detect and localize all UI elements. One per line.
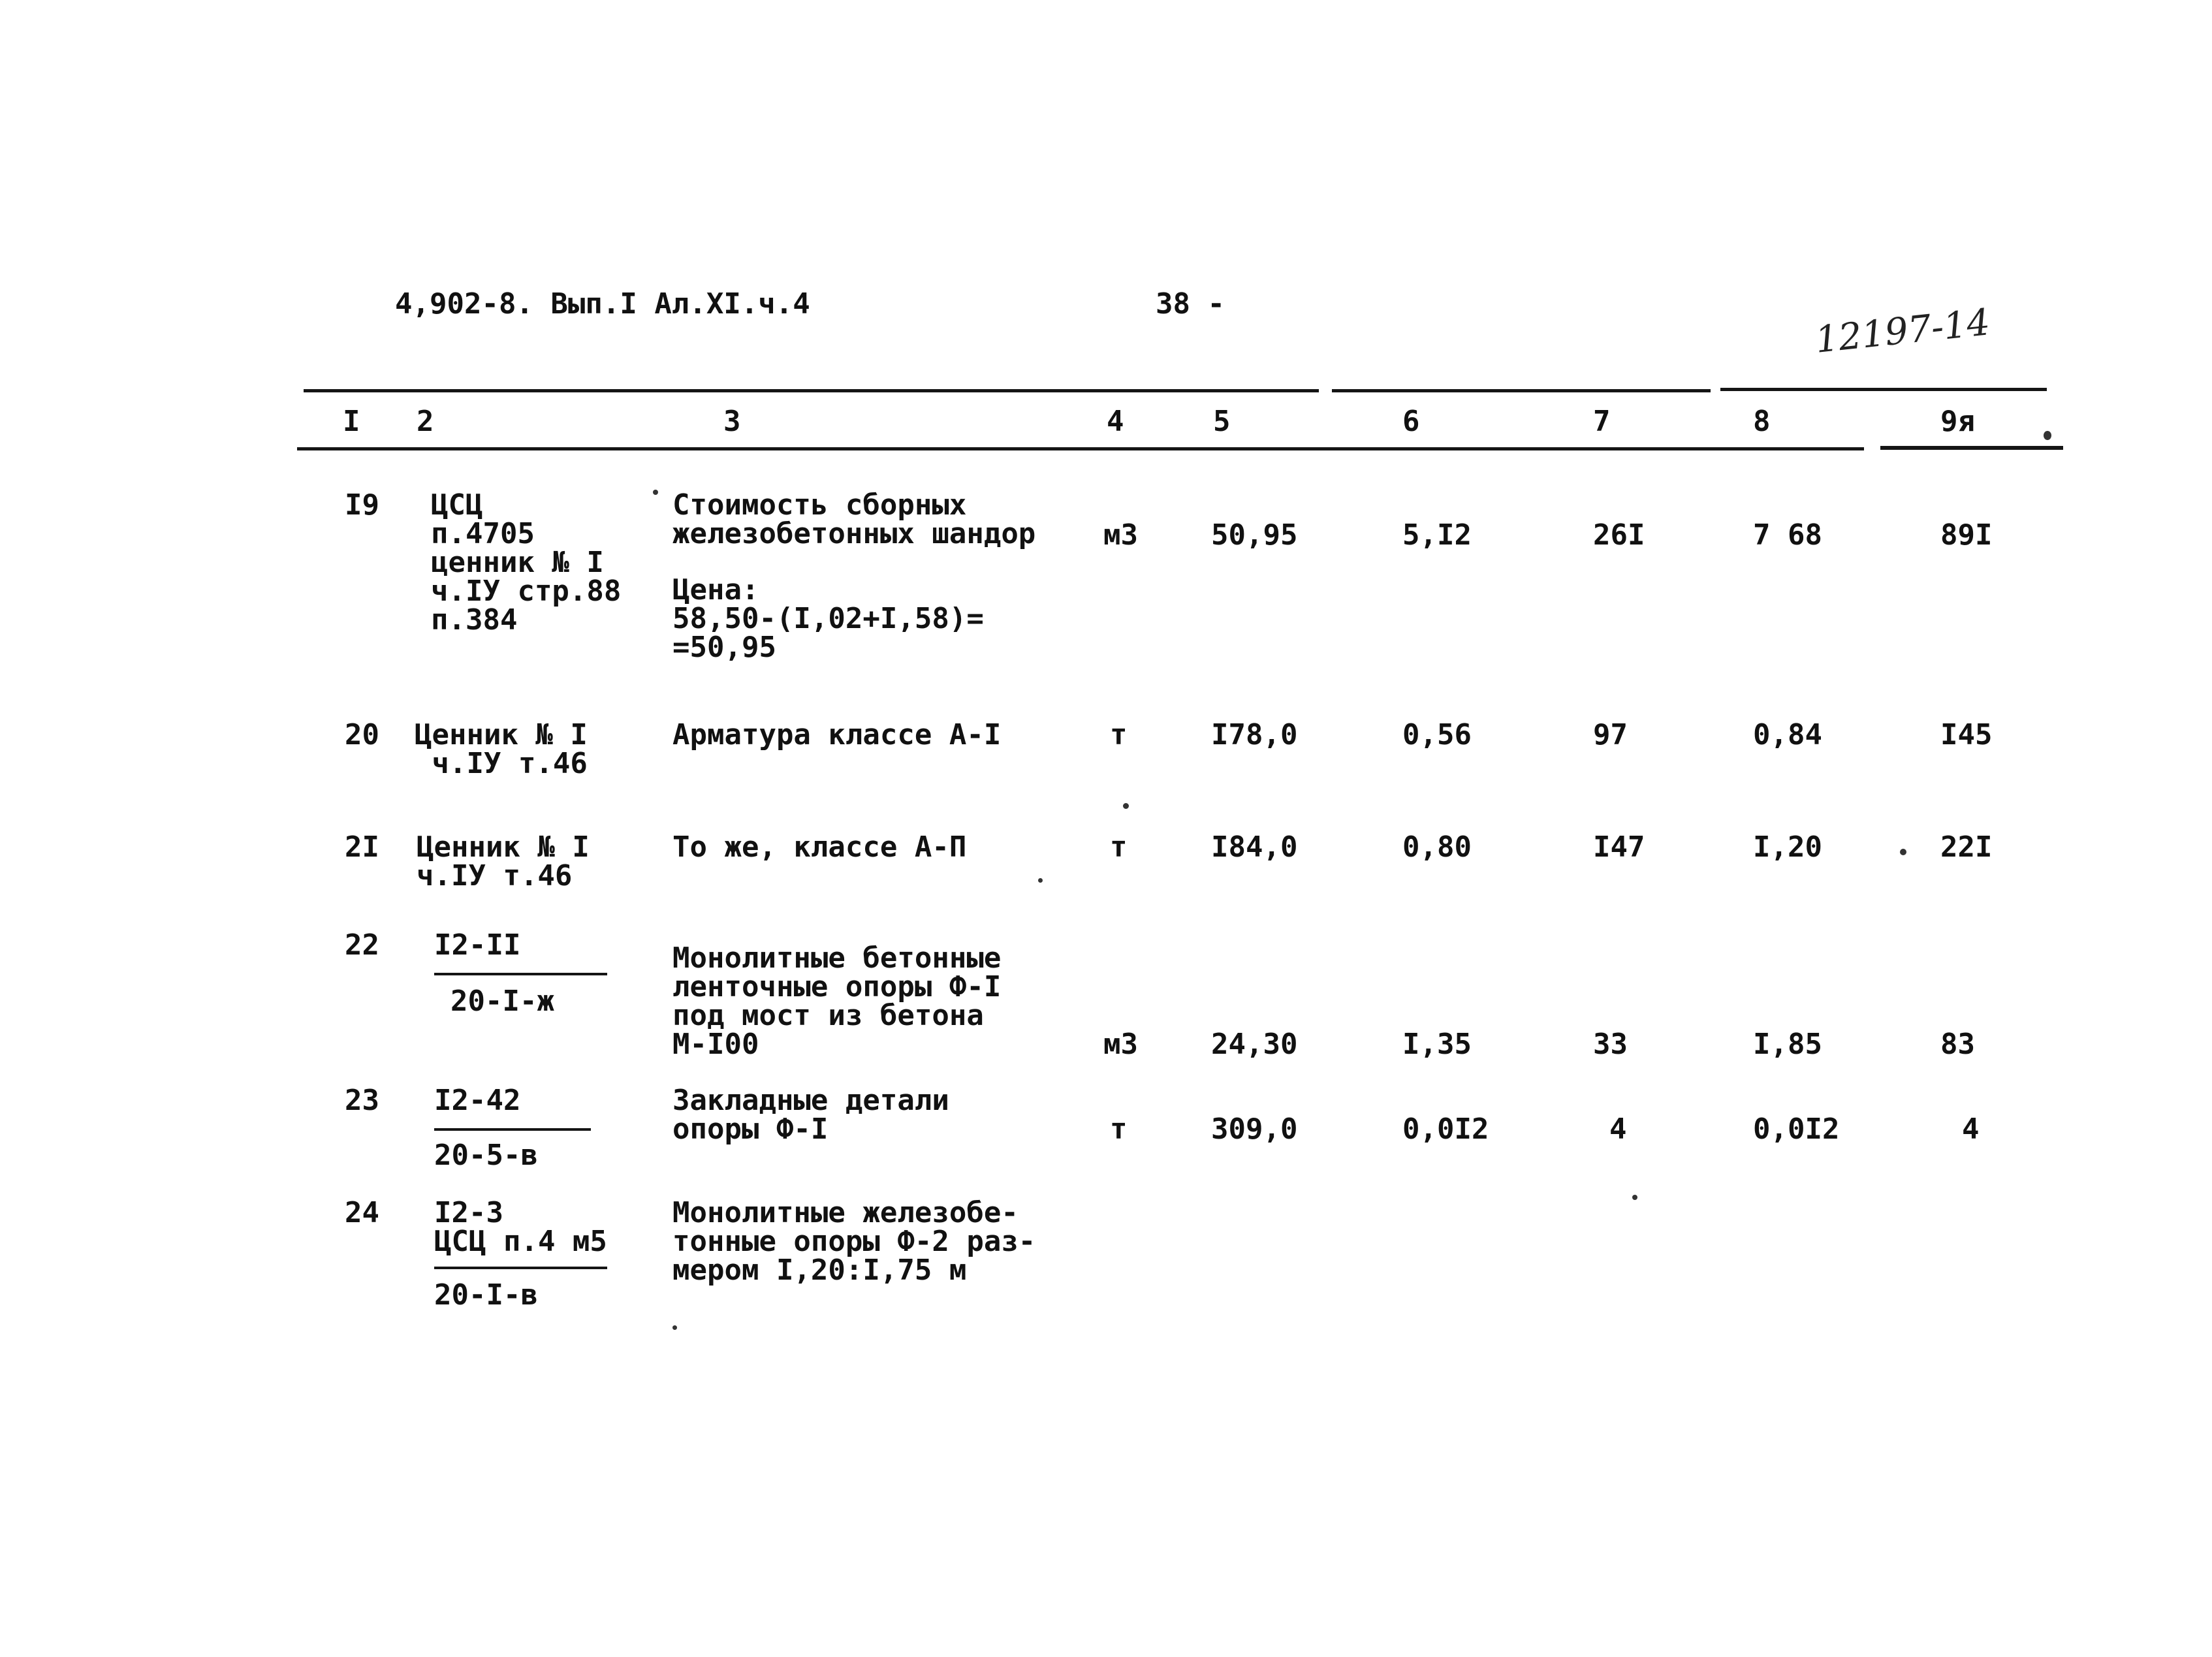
row-col9: 89I: [1940, 518, 1993, 552]
row-code-top: I2-42: [434, 1084, 521, 1117]
row-col7: 33: [1593, 1028, 1628, 1061]
price-calc: 58,50-(I,02+I,58)= =50,95: [672, 602, 984, 664]
scan-speck: [1632, 1195, 1637, 1200]
scan-speck: [672, 1325, 677, 1330]
col-header-3: 3: [723, 405, 741, 438]
row-number: 23: [345, 1084, 379, 1117]
row-col5: 24,30: [1211, 1028, 1298, 1061]
row-col5: I78,0: [1211, 718, 1298, 751]
col-header-5: 5: [1213, 405, 1231, 438]
row-col6: 0,56: [1402, 718, 1472, 751]
row-col6: 5,I2: [1402, 518, 1472, 552]
price-label: Цена:: [672, 573, 759, 607]
top-rule-c: [1720, 388, 2047, 391]
scan-speck: [653, 490, 658, 495]
top-rule-b: [1332, 389, 1711, 392]
row-description: То же, классе А-П: [672, 830, 967, 864]
row-col7: I47: [1593, 830, 1645, 864]
row-code-bottom: 20-I-ж: [450, 985, 554, 1018]
row-description: Монолитные бетонные ленточные опоры Ф-I под мост из бетона М-I00: [672, 941, 1002, 1061]
row-code: Ценник № I ч.IУ т.46: [417, 830, 590, 892]
code-fraction-line: [434, 973, 607, 975]
row-description: Монолитные железобе- тонные опоры Ф-2 раз- мером I,20:I,75 м: [672, 1196, 1036, 1287]
row-unit: т: [1110, 830, 1128, 864]
row-number: 24: [345, 1196, 379, 1229]
row-col8: 7 68: [1753, 518, 1822, 552]
col-header-7: 7: [1593, 405, 1611, 438]
page-number: 38 -: [1156, 287, 1225, 321]
scan-speck: [1123, 803, 1129, 809]
row-col9: 4: [1962, 1113, 1980, 1146]
row-col5: 309,0: [1211, 1113, 1298, 1146]
row-code-bottom: 20-I-в: [434, 1278, 538, 1312]
col-header-8: 8: [1753, 405, 1771, 438]
row-code-top: I2-II: [434, 928, 521, 962]
row-code-bottom: 20-5-в: [434, 1139, 538, 1172]
document-reference: 4,902-8. Вып.I Ал.XI.ч.4: [395, 287, 810, 321]
col-header-9: 9я: [1940, 405, 1975, 438]
row-col7: 26I: [1593, 518, 1645, 552]
row-code-top: I2-3 ЦСЦ п.4 м5: [434, 1196, 607, 1258]
row-code: ЦСЦ п.4705 ценник № I ч.IУ стр.88 п.384: [431, 488, 622, 637]
row-col9: 22I: [1940, 830, 1993, 864]
row-number: 20: [345, 718, 379, 751]
row-col7: 97: [1593, 718, 1628, 751]
col-header-1: I: [343, 405, 360, 438]
row-col8: I,20: [1753, 830, 1822, 864]
row-col8: 0,84: [1753, 718, 1822, 751]
handwritten-number: 12197-14: [1813, 301, 1992, 362]
scan-speck: [1038, 878, 1043, 883]
row-number: 22: [345, 928, 379, 962]
row-col9: I45: [1940, 718, 1993, 751]
row-description: Арматура классе А-I: [672, 718, 1002, 751]
header-rule-a: [297, 447, 1864, 450]
top-rule-a: [304, 389, 1319, 392]
row-unit: т: [1110, 1113, 1128, 1146]
header-rule-b: [1880, 446, 2063, 450]
row-description: Стоимость сборных железобетонных шандор: [672, 488, 1036, 550]
col-header-2: 2: [417, 405, 434, 438]
code-fraction-line: [434, 1267, 607, 1269]
row-description: Закладные детали опоры Ф-I: [672, 1084, 949, 1146]
row-col6: 0,80: [1402, 830, 1472, 864]
row-col6: I,35: [1402, 1028, 1472, 1061]
row-unit: м3: [1103, 518, 1138, 552]
row-col5: 50,95: [1211, 518, 1298, 552]
row-col7: 4: [1609, 1113, 1627, 1146]
row-number: I9: [345, 488, 379, 522]
row-col8: I,85: [1753, 1028, 1822, 1061]
row-col5: I84,0: [1211, 830, 1298, 864]
code-fraction-line: [434, 1128, 591, 1131]
row-unit: м3: [1103, 1028, 1138, 1061]
row-code: Ценник № I ч.IУ т.46: [415, 718, 588, 780]
row-col8: 0,0I2: [1753, 1113, 1840, 1146]
row-unit: т: [1110, 718, 1128, 751]
row-col6: 0,0I2: [1402, 1113, 1489, 1146]
row-col9: 83: [1940, 1028, 1975, 1061]
col-header-6: 6: [1402, 405, 1420, 438]
scan-speck: [1900, 849, 1906, 855]
col-header-4: 4: [1107, 405, 1124, 438]
scan-speck: [2044, 431, 2051, 440]
row-number: 2I: [345, 830, 379, 864]
